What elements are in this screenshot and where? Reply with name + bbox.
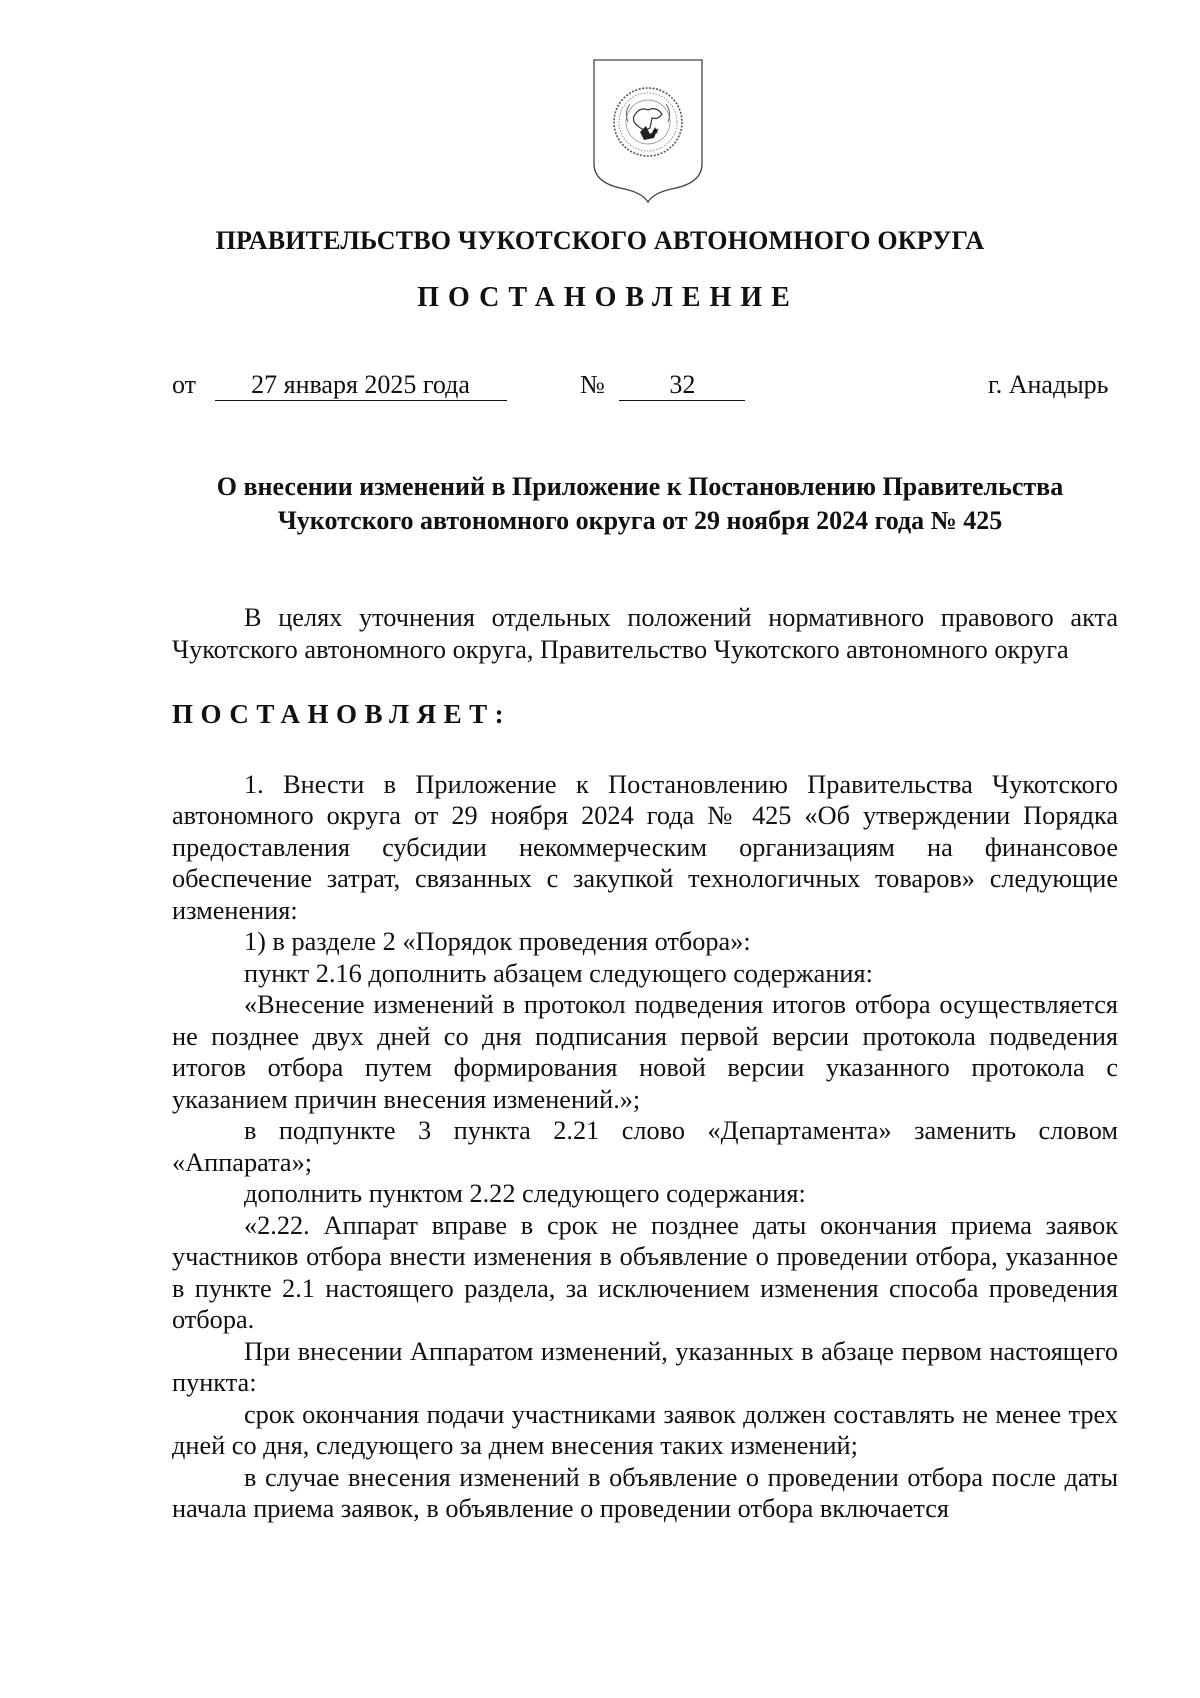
subject-line-2: Чукотского автономного округа от 29 ноября 2024 года № 425 bbox=[277, 506, 1003, 535]
body-paragraph: дополнить пунктом 2.22 следующего содержания: bbox=[244, 1179, 806, 1208]
coat-of-arms-icon bbox=[588, 56, 708, 204]
number-field bbox=[580, 370, 745, 401]
body-paragraph: пункт 2.16 дополнить абзацем следующего содержания: bbox=[244, 958, 873, 988]
document-date: 27 января 2025 года bbox=[215, 370, 507, 401]
document-body bbox=[172, 602, 1118, 1525]
decree-heading: ПОСТАНОВЛЯЕТ: bbox=[172, 699, 512, 729]
number-prefix: № bbox=[580, 370, 605, 399]
body-paragraph: в подпункте 3 пункта 2.21 слово «Департамента» заменить словом «Аппарата»; bbox=[172, 1116, 1118, 1177]
government-title: ПРАВИТЕЛЬСТВО ЧУКОТСКОГО АВТОНОМНОГО ОКРУГА bbox=[215, 226, 985, 255]
body-paragraph: срок окончания подачи участниками заявок должен составлять не менее трех дней со дня, следующего за днем внесения таких изменений; bbox=[172, 1399, 1118, 1460]
body-paragraph: «2.22. Аппарат вправе в срок не позднее даты окончания приема заявок участников отбора внести изменения в объявление о проведении отбора, указанное в пункте 2.1 настоящего раздела, за исключением изменения способа проведения отбора. bbox=[172, 1210, 1118, 1334]
body-paragraph: 1. Внести в Приложение к Постановлению Правительства Чукотского автономного округа от 29 ноября 2024 года № 425 «Об утверждении Порядка предоставления субсидии некоммерческим организациям на финансовое обеспечение затрат, связанных с закупкой технологичных товаров» следующие изменения: bbox=[172, 769, 1118, 925]
document-city: г. Анадырь bbox=[988, 370, 1109, 399]
date-field bbox=[172, 370, 507, 401]
subject-line-1: О внесении изменений в Приложение к Постановлению Правительства bbox=[216, 472, 1064, 501]
date-prefix: от bbox=[172, 370, 197, 399]
body-paragraph: При внесении Аппаратом изменений, указанных в абзаце первом настоящего пункта: bbox=[172, 1336, 1118, 1397]
body-paragraph: «Внесение изменений в протокол подведения итогов отбора осуществляется не позднее двух дней со дня подписания первой версии протокола подведения итогов отбора путем формирования новой версии указанного протокола с указанием причин внесения изменений.»; bbox=[172, 990, 1118, 1114]
document-subject bbox=[180, 470, 1100, 538]
intro-paragraph: В целях уточнения отдельных положений нормативного правового акта Чукотского автономного округа, Правительство Чукотского автономного округа bbox=[172, 603, 1118, 664]
document-type: ПОСТАНОВЛЕНИЕ bbox=[417, 282, 799, 313]
body-paragraph: 1) в разделе 2 «Порядок проведения отбора»: bbox=[244, 927, 751, 956]
document-number: 32 bbox=[619, 370, 745, 401]
body-paragraph: в случае внесения изменений в объявление о проведении отбора после даты начала приема заявок, в объявление о проведении отбора включается bbox=[172, 1462, 1118, 1523]
